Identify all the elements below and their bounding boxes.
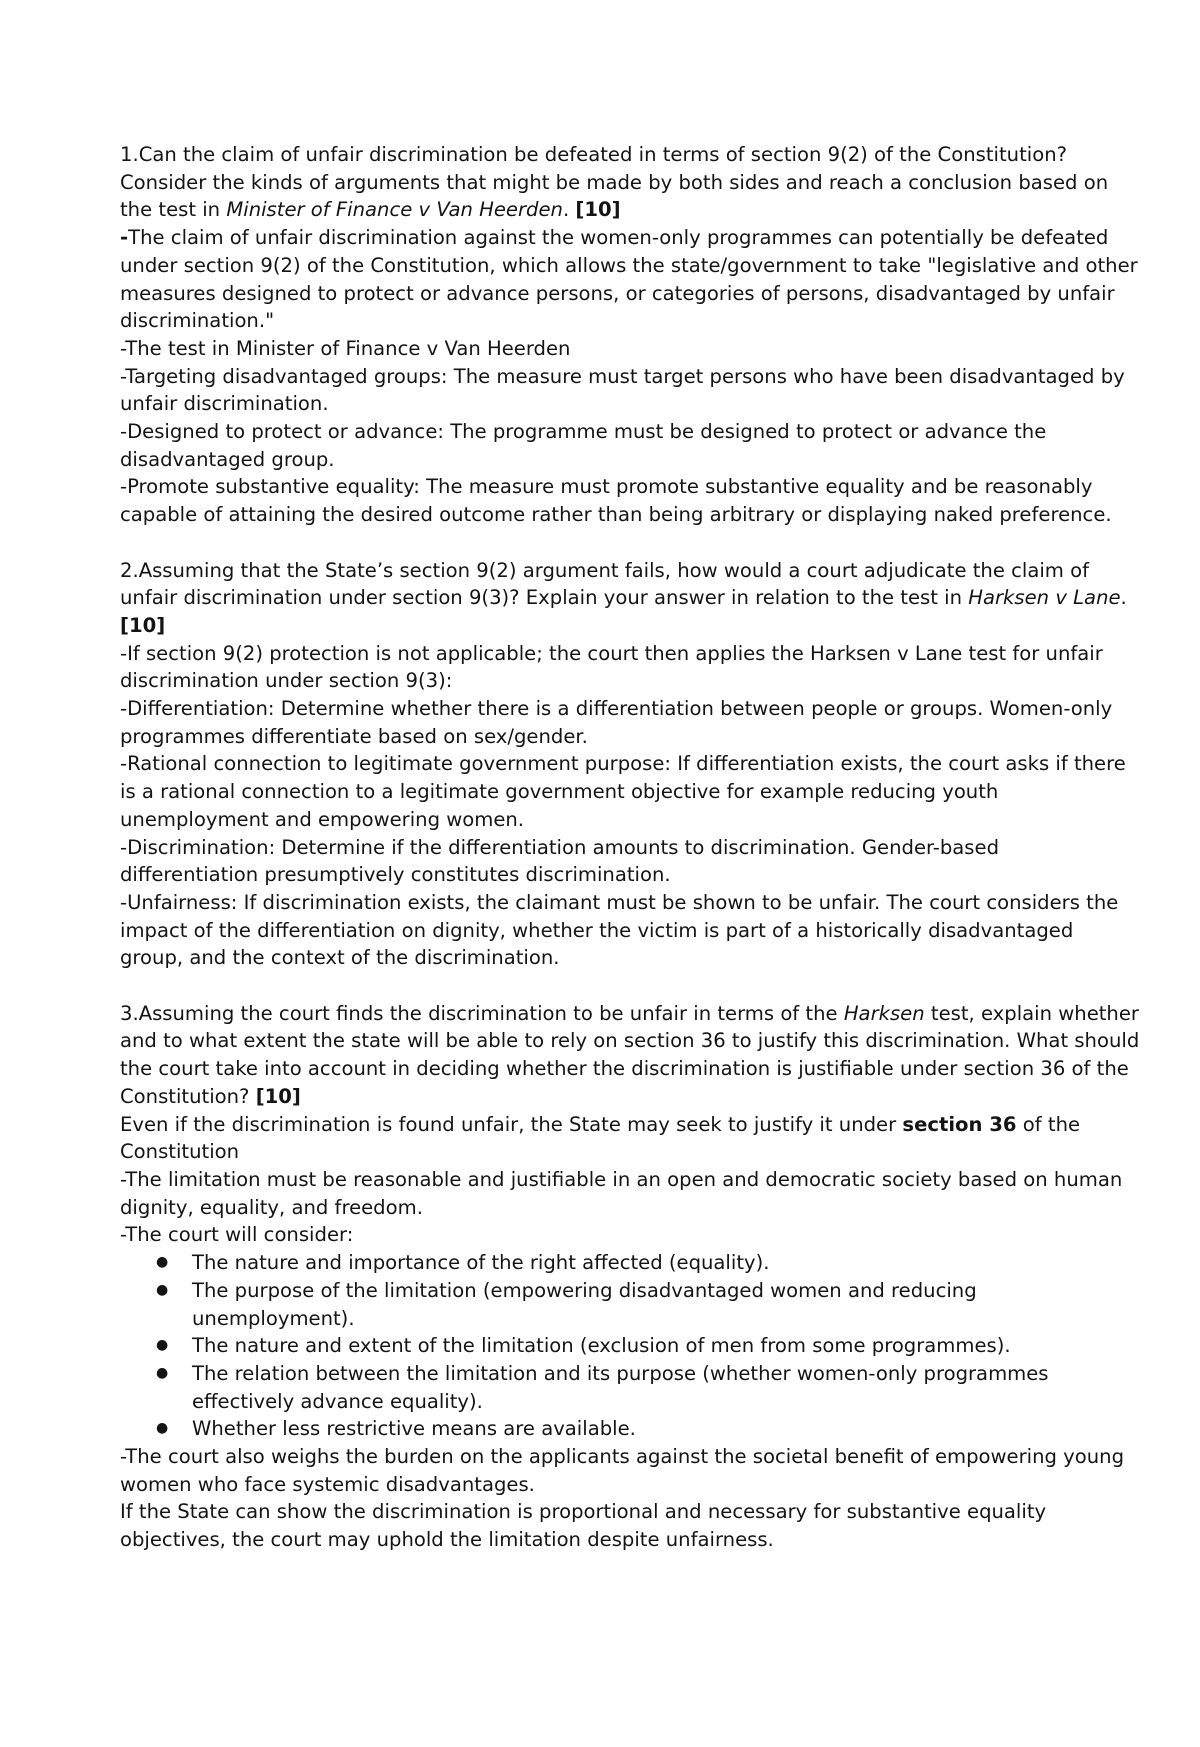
list-item-text: Whether less restrictive means are available. [192, 1417, 636, 1441]
q3-conclusion: If the State can show the discrimination is proportional and necessary for substantive equality objectives, the court may uphold the limitation despite unfairness. [120, 1500, 1047, 1552]
q2-point: -Unfairness: If discrimination exists, the claimant must be shown to be unfair. The court considers the impact of the differentiation on dignity, whether the victim is part of a historically disadvantaged group, and the context of the discrimination. [120, 890, 1119, 970]
section-36-emphasis: section 36 [902, 1112, 1017, 1136]
q3-consider-label: -The court will consider: [120, 1223, 354, 1247]
q1-point: -The test in Minister of Finance v Van Heerden [120, 336, 571, 360]
paragraph-gap [120, 529, 1140, 557]
question-3-intro-end: of the Constitution [120, 1112, 1081, 1164]
q3-weigh-point: -The court also weighs the burden on the applicants against the societal benefit of empowering young women who face systemic disadvantages. [120, 1445, 1125, 1496]
list-item [120, 1277, 1140, 1332]
question-1-prompt-text: Consider the kinds of arguments that might be made by both sides and reach a conclusion based on the test in [120, 170, 1109, 222]
considerations-list [120, 1249, 1140, 1443]
bullet-icon: ● [156, 1420, 169, 1437]
q1-point: -Promote substantive equality: The measure must promote substantive equality and be reasonably capable of attaining the desired outcome rather than being arbitrary or displaying naked preference. [120, 475, 1112, 527]
bullet-icon: ● [156, 1337, 169, 1354]
question-3-intro [120, 1111, 1140, 1166]
q2-point: -Rational connection to legitimate government purpose: If differentiation exists, the court asks if there is a rational connection to a legitimate government objective for example reducing youth unemployment and empowering women. [120, 752, 1126, 831]
question-2-text [120, 557, 1140, 640]
list-item [120, 1249, 1140, 1277]
question-1-prompt-end: . [562, 198, 576, 222]
question-1-section [120, 141, 1140, 529]
list-item [120, 1360, 1140, 1415]
list-item-text: The relation between the limitation and its purpose (whether women-only programmes effectively advance equality). [192, 1361, 1049, 1413]
list-item-text: The nature and importance of the right affected (equality). [192, 1251, 770, 1275]
answer-dash: - [120, 226, 129, 250]
question-2-case-name: Harksen v Lane [968, 586, 1121, 610]
question-3-case-name: Harksen [843, 1001, 925, 1025]
question-2-text-start: 2.Assuming that the State’s section 9(2) argument fails, how would a court adjudicate the claim of unfair discrimination under section 9(3)? Explain your answer in relation to the test in [120, 558, 1089, 610]
question-2-section [120, 557, 1140, 973]
question-3-intro-start: Even if the discrimination is found unfair, the State may seek to justify it under [120, 1112, 903, 1136]
q1-point: -Designed to protect or advance: The programme must be designed to protect or advance the disadvantaged group. [120, 420, 1047, 471]
q2-point: -Differentiation: Determine whether there is a differentiation between people or groups. Women-only programmes differentiate based on sex/gender. [120, 697, 1113, 748]
list-item [120, 1332, 1140, 1360]
list-item-text: The nature and extent of the limitation (exclusion of men from some programmes). [192, 1334, 1011, 1358]
question-2-text-end: . [1120, 586, 1127, 610]
q1-point: -Targeting disadvantaged groups: The measure must target persons who have been disadvantaged by unfair discrimination. [120, 364, 1125, 416]
question-1-prompt [120, 169, 1140, 224]
bullet-icon: ● [156, 1281, 169, 1298]
question-3-section [120, 1000, 1140, 1554]
list-item [120, 1415, 1140, 1443]
question-1-answer [120, 224, 1140, 335]
question-1-marks: [10] [575, 198, 621, 222]
question-3-text-end: test, explain whether and to what extent the state will be able to rely on section 36 to justify this discrimination. What should the court take into account in deciding whether the discrimination is justifiable under section 36 of the Constitution? [120, 1001, 1140, 1108]
question-1-case-name: Minister of Finance v Van Heerden [226, 198, 563, 222]
question-1-answer-text: The claim of unfair discrimination against the women-only programmes can potentially be defeated under section 9(2) of the Constitution, which allows the state/government to take "legislative and other measures designed to protect or advance persons, or categories of persons, disadvantaged by unfair discrimination." [120, 226, 1138, 333]
paragraph-gap [120, 972, 1140, 1000]
q2-point: -If section 9(2) protection is not applicable; the court then applies the Harksen v Lane test for unfair discrimination under section 9(3): [120, 641, 1103, 693]
question-3-text [120, 1000, 1140, 1111]
question-3-text-start: 3.Assuming the court finds the discrimination to be unfair in terms of the [120, 1001, 844, 1025]
q2-point: -Discrimination: Determine if the differentiation amounts to discrimination. Gender-based differentiation presumptively constitutes discrimination. [120, 835, 1000, 887]
question-2-marks: [10] [120, 613, 166, 637]
bullet-icon: ● [156, 1364, 169, 1381]
list-item-text: The purpose of the limitation (empowering disadvantaged women and reducing unemployment). [192, 1278, 977, 1330]
bullet-icon: ● [156, 1254, 169, 1271]
question-3-marks: [10] [255, 1084, 301, 1108]
question-1-text: 1.Can the claim of unfair discrimination be defeated in terms of section 9(2) of the Constitution? [120, 143, 1068, 166]
q3-limit-point: -The limitation must be reasonable and justifiable in an open and democratic society based on human dignity, equality, and freedom. [120, 1167, 1123, 1219]
